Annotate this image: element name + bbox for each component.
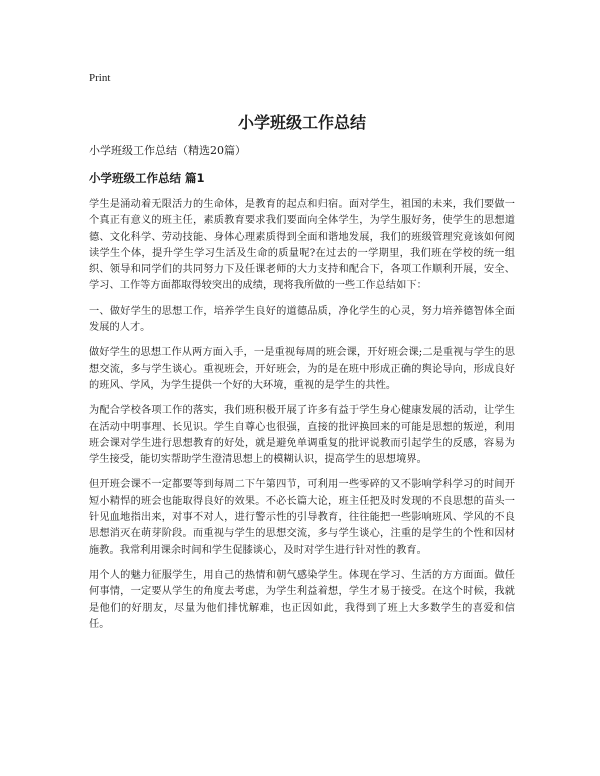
print-link[interactable]: Print: [89, 72, 111, 84]
paragraph: 用个人的魅力征服学生，用自己的热情和朝气感染学生。体现在学习、生活的方方面面。做任何事情，一定要从学生的角度去考虑，为学生利益着想，学生才易于接受。在这个时候，我就是他们的好朋友，尽量为他们排忧解难，也正因如此，我得到了班上大多数学生的喜爱和信任。: [89, 569, 515, 630]
paragraph: 学生是涌动着无限活力的生命体，是教育的起点和归宿。面对学生，祖国的未来，我们要做一个真正有意义的班主任，素质教育要求我们要面向全体学生，为学生服好务，使学生的思想道德、文化科学、劳动技能、身体心理素质得到全面和谐地发展，我们的班级管理究竟该如何阅读学生个体，提升学生学习生活及生命的质量呢?在过去的一学期里，我们班在学校的统一组织、领导和同学们的共同努力下及任课老师的大力支持和配合下，各项工作顺利开展，安全、学习、工作等方面都取得较突出的成绩，现将我所做的一些工作总结如下：: [89, 199, 515, 292]
document-subtitle: 小学班级工作总结（精选20篇）: [89, 144, 246, 157]
page-title: 小学班级工作总结: [237, 113, 366, 132]
paragraph: 为配合学校各项工作的落实，我们班积极开展了许多有益于学生身心健康发展的活动，让学生在活动中明事理、长见识。学生自尊心也很强，直接的批评换回来的可能是思想的叛逆，利用班会课对学生进行思想教育的好处，就是避免单调重复的批评说教而引起学生的反感，容易为学生接受，能切实帮助学生澄清思想上的模糊认识，提高学生的思想境界。: [89, 405, 515, 466]
document-page: [89, 66, 515, 633]
paragraph: 做好学生的思想工作从两方面入手，一是重视每周的班会课，开好班会课;二是重视与学生的思想交流，多与学生谈心。重视班会，开好班会，为的是在班中形成正确的舆论导向，形成良好的班风、学风，为学生提供一个好的大环境，重视的是学生的共性。: [89, 347, 515, 391]
paragraph: 但开班会课不一定都要等到每周二下午第四节，可利用一些零碎的又不影响学科学习的时间开短小精悍的班会也能取得良好的效果。不必长篇大论，班主任把及时发现的不良思想的苗头一针见血地指出来，对事不对人，进行警示性的引导教育，往往能把一些影响班风、学风的不良思想消灭在萌芽阶段。而重视与学生的思想交流，多与学生谈心，注重的是学生的个性和因材施教。我常利用课余时间和学生促膝谈心，及时对学生进行针对性的教育。: [89, 479, 515, 556]
section-heading: 小学班级工作总结 篇1: [89, 171, 205, 185]
paragraph: 一、做好学生的思想工作，培养学生良好的道德品质，净化学生的心灵，努力培养德智体全面发展的人才。: [89, 305, 515, 334]
